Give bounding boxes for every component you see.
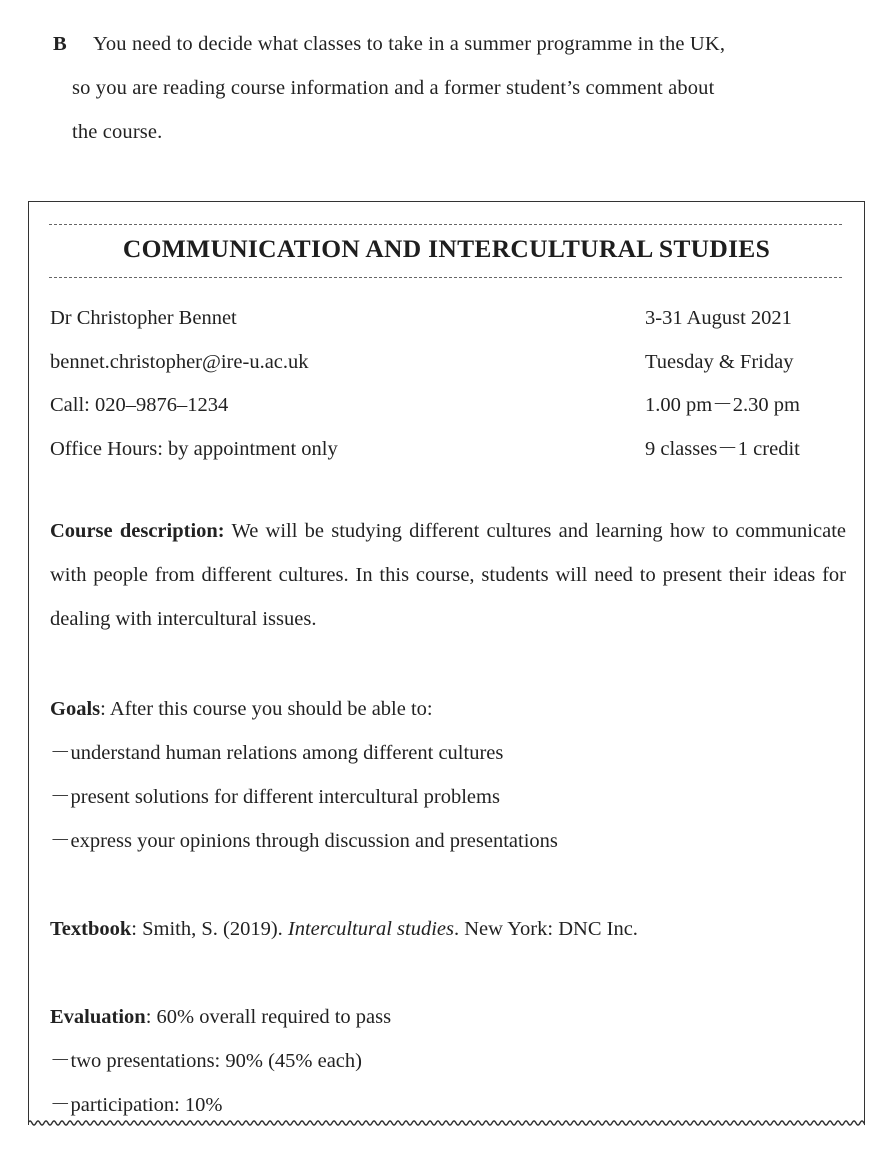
course-time: 1.00 pm－2.30 pm (645, 394, 800, 416)
evaluation-section (50, 995, 846, 1127)
textbook-citation-end: . New York: DNC Inc. (453, 918, 638, 940)
instructor-phone: Call: 020–9876–1234 (50, 394, 229, 416)
title-divider-bottom (49, 277, 842, 278)
intro-line-2: so you are reading course information and a former student’s comment about (72, 77, 715, 99)
course-info-box (28, 201, 865, 1125)
evaluation-item: －two presentations: 90% (45% each) (50, 1050, 362, 1072)
intro-line-1-text: You need to decide what classes to take in a summer programme in the UK, (93, 33, 726, 55)
goal-item: －express your opinions through discussion and presentations (50, 830, 558, 852)
textbook-section (50, 907, 846, 951)
office-hours: Office Hours: by appointment only (50, 437, 338, 460)
title-divider-top (49, 224, 842, 225)
question-marker: B (53, 33, 67, 55)
textbook-title: Intercultural studies (287, 918, 454, 940)
course-dates: 3-31 August 2021 (645, 307, 792, 329)
textbook-citation-start: : Smith, S. (2019). (131, 918, 288, 940)
course-description (50, 509, 846, 641)
description-text: We will be studying different cultures and learning how to communicate with people from different cultures. In this course, students will need to present their ideas for dealing with intercultural issues. (50, 520, 846, 630)
goals-intro: : After this course you should be able to: (100, 698, 433, 720)
course-credits: 9 classes－1 credit (645, 437, 800, 460)
instructor-name: Dr Christopher Bennet (50, 307, 237, 329)
intro-paragraph (53, 22, 868, 154)
goals-label: Goals (50, 698, 101, 720)
torn-edge-divider (28, 1116, 865, 1130)
instructor-email: bennet.christopher@ire-u.ac.uk (50, 350, 309, 373)
goal-item: －present solutions for different intercultural problems (50, 786, 500, 808)
goal-item: －understand human relations among different cultures (50, 742, 504, 764)
course-days: Tuesday & Friday (645, 350, 794, 373)
evaluation-item: －participation: 10% (50, 1094, 223, 1116)
description-label: Course description: (50, 520, 225, 542)
goals-section (50, 687, 846, 863)
intro-line-3: the course. (72, 121, 163, 143)
textbook-label: Textbook (50, 918, 132, 940)
instructor-info (50, 297, 338, 471)
course-title: COMMUNICATION AND INTERCULTURAL STUDIES (122, 234, 771, 263)
intro-line-1 (53, 22, 868, 66)
evaluation-label: Evaluation (50, 1006, 146, 1028)
evaluation-intro: : 60% overall required to pass (145, 1006, 392, 1028)
schedule-info (645, 297, 800, 471)
